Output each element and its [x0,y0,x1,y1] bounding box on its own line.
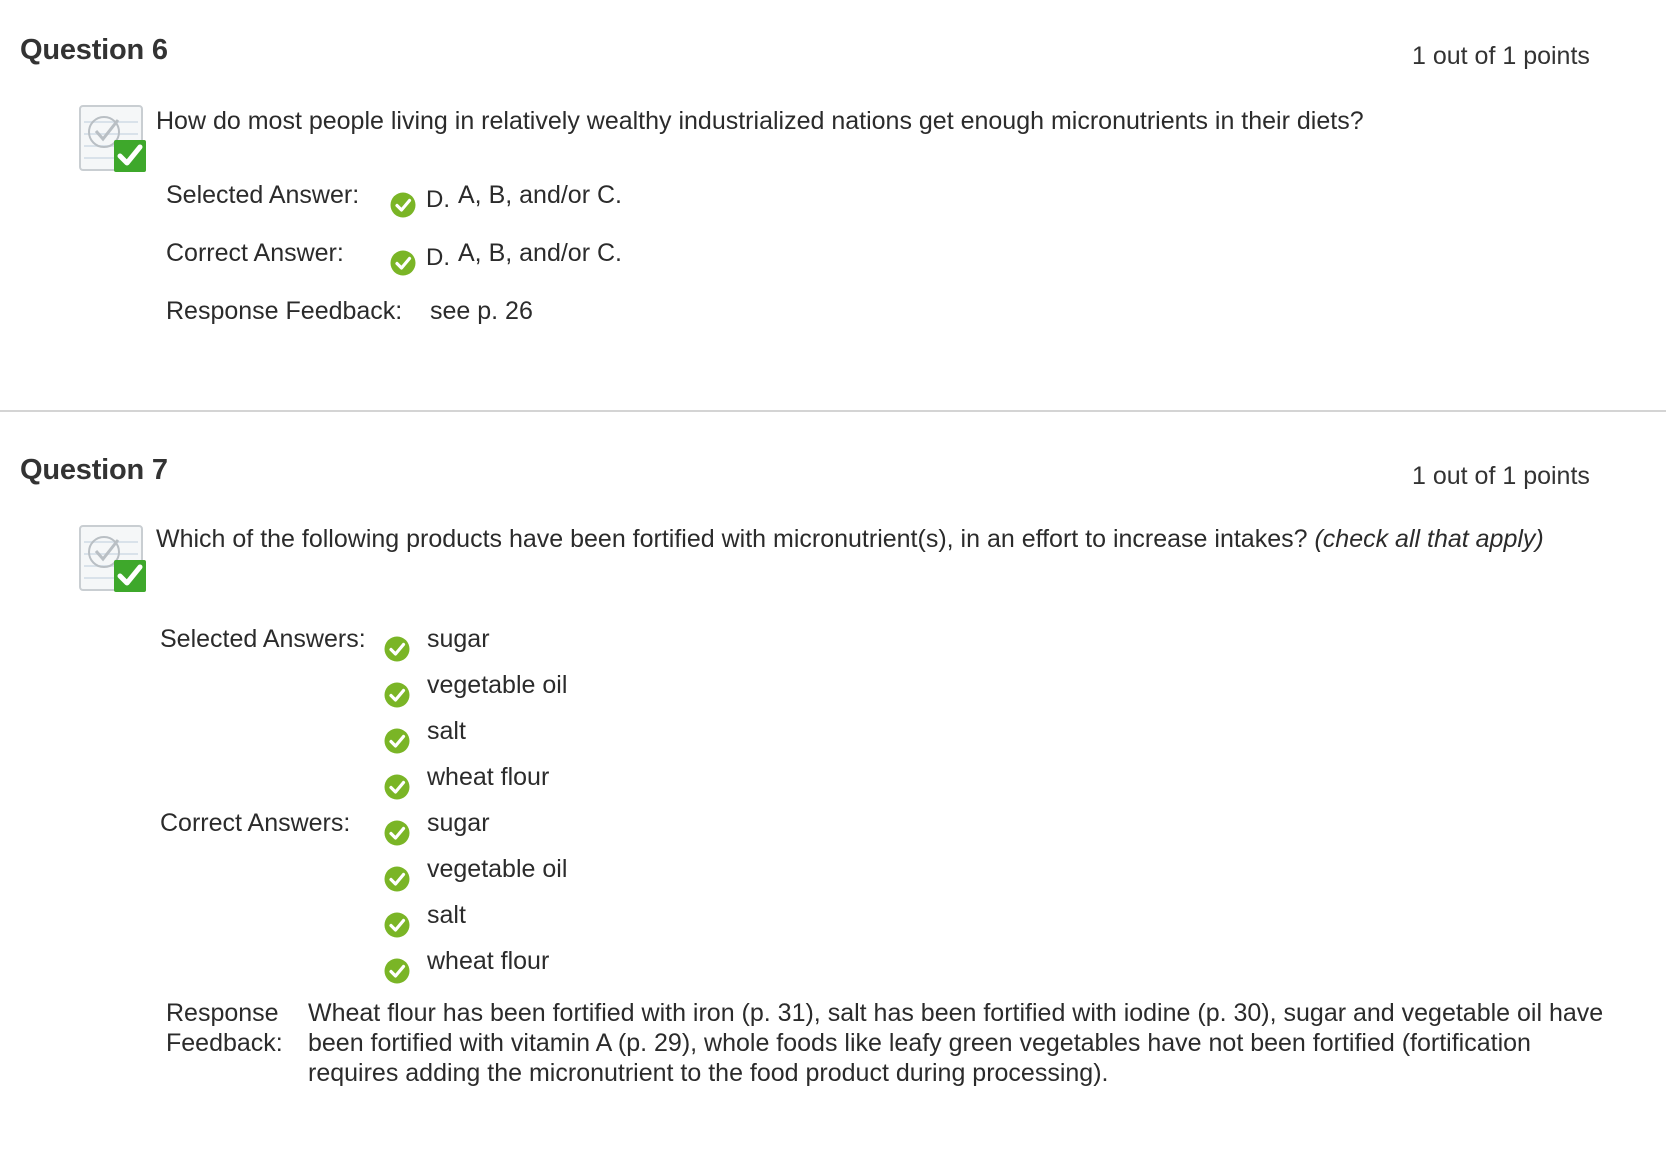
checkmark-icon [384,958,410,984]
checkmark-icon [384,774,410,800]
answer-text: A, B, and/or C. [458,181,622,209]
checkmark-icon [384,866,410,892]
checkmark-icon [384,636,410,662]
checkmark-icon [384,820,410,846]
response-feedback: see p. 26 [430,297,533,325]
question-6-text: How do most people living in relatively wealthy industrialized nations get enough micronutrients in their diets? [156,107,1364,135]
checkmark-icon [390,192,416,218]
answer-letter: D. [426,244,450,271]
answer-text: A, B, and/or C. [458,239,622,267]
correct-answer-item: sugar [427,809,490,837]
correct-answer-label: Correct Answer: [166,239,344,267]
selected-answer-item: vegetable oil [427,671,568,699]
selected-answers-label: Selected Answers: [160,625,366,653]
checkmark-icon [390,250,416,276]
correct-answer [426,239,622,271]
graded-correct-icon [78,524,148,596]
selected-answer-item: sugar [427,625,490,653]
correct-answer-item: vegetable oil [427,855,568,883]
question-7-points: 1 out of 1 points [1412,462,1590,490]
feedback-label-line: Response [166,999,279,1027]
question-7-text [156,524,1556,555]
response-feedback-label [166,998,283,1058]
correct-answer-item: wheat flour [427,947,550,975]
question-hint: (check all that apply) [1314,525,1544,553]
response-feedback: Wheat flour has been fortified with iron (p. 31), salt has been fortified with iodine (p. 30), sugar and vegetable oil have been fortified with vitamin A (p. 29), whole foods like leafy green vegetables have not been fortified (fortification requires adding the micronutrient to the food product during processing). [308,999,1604,1087]
checkmark-icon [384,912,410,938]
feedback-label-line: Feedback: [166,1029,283,1057]
selected-answer-item: wheat flour [427,763,550,791]
question-divider [0,410,1666,412]
checkmark-icon [384,728,410,754]
question-text: Which of the following products have been fortified with micronutrient(s), in an effort to increase intakes? [156,525,1308,553]
question-7-title: Question 7 [20,454,168,486]
question-6-title: Question 6 [20,34,168,66]
correct-answer-item: salt [427,901,466,929]
checkmark-icon [384,682,410,708]
selected-answer-item: salt [427,717,466,745]
graded-correct-icon [78,104,148,176]
answer-letter: D. [426,186,450,213]
selected-answer-label: Selected Answer: [166,181,360,209]
response-feedback-label: Response Feedback: [166,297,403,325]
correct-answers-label: Correct Answers: [160,809,351,837]
selected-answer [426,181,622,213]
question-6-points: 1 out of 1 points [1412,42,1590,70]
